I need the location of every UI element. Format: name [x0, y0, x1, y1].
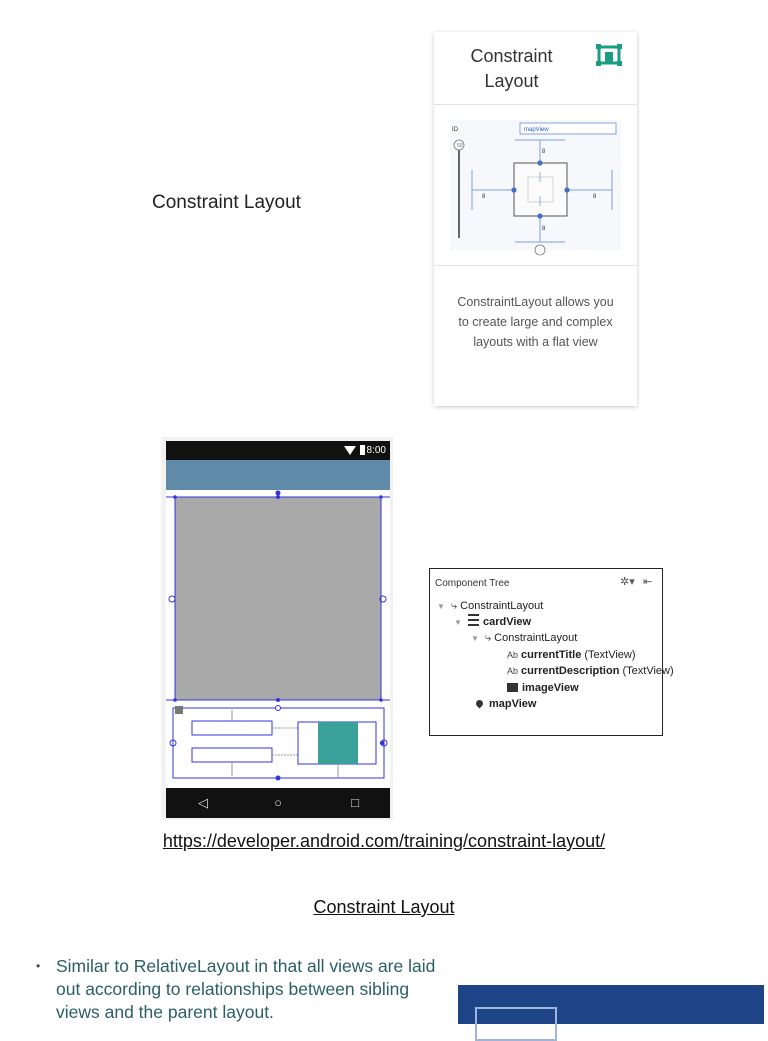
image-view [318, 722, 358, 764]
margin-top: 8 [542, 149, 546, 155]
id-value: mapView [524, 127, 549, 133]
constraint-layout-icon: ⤷ [451, 600, 458, 612]
description-line: ConstraintLayout allows you [457, 295, 614, 309]
expand-triangle-icon[interactable]: ▼ [471, 634, 479, 643]
tree-row[interactable]: imageView [507, 680, 579, 696]
svg-text:50: 50 [457, 143, 463, 149]
card-title-line: Constraint [470, 46, 553, 66]
expand-triangle-icon[interactable]: ▼ [454, 618, 462, 627]
card-view-icon [468, 614, 479, 626]
tree-row[interactable]: Ab currentTitle (TextView) [507, 649, 636, 661]
id-label: ID [452, 127, 458, 133]
tree-row[interactable]: ▼ ⤷ ConstraintLayout [471, 630, 577, 646]
constraint-editor-preview [450, 120, 621, 250]
section-title: Constraint Layout [313, 897, 455, 917]
card-description [448, 292, 623, 352]
status-time: 8:00 [366, 445, 386, 456]
gear-icon[interactable]: ✲▾ [620, 576, 635, 588]
view-box [514, 163, 567, 216]
battery-icon [360, 445, 365, 455]
tree-row[interactable]: ▼ ⤷ ConstraintLayout [437, 598, 543, 614]
layout-canvas[interactable] [166, 490, 390, 788]
map-pin-icon [475, 699, 485, 709]
constraint-layout-icon [596, 44, 622, 66]
margin-right: 8 [593, 194, 597, 200]
tree-row[interactable]: Ab currentDescription (TextView) [507, 665, 674, 677]
tree-row[interactable]: ▼ cardView [454, 614, 531, 630]
expand-triangle-icon[interactable]: ▼ [437, 602, 445, 611]
preview-button-outline [475, 1007, 557, 1041]
component-tree-title: Component Tree [435, 578, 510, 589]
status-bar [166, 441, 390, 460]
anchor-left [511, 187, 516, 192]
bullet-text: Similar to RelativeLayout in that all views are laid out according to relationships between sibling views and the parent layout. [56, 956, 436, 1022]
text-view-icon: Ab [507, 650, 519, 660]
image-placeholder [175, 497, 381, 700]
margin-bottom: 8 [542, 226, 546, 232]
margin-left: 8 [482, 194, 486, 200]
layout-blueprint [166, 490, 390, 788]
blue-preview-panel [458, 985, 764, 1024]
home-icon[interactable]: ○ [274, 795, 282, 810]
constraint-layout-icon: ⤷ [485, 632, 492, 644]
wifi-icon [344, 446, 356, 455]
anchor-right [564, 187, 569, 192]
developer-link[interactable]: https://developer.android.com/training/constraint-layout/ [162, 831, 606, 851]
description-line: to create large and complex [458, 315, 613, 329]
component-tree-panel [429, 568, 674, 736]
back-icon[interactable]: ◁ [198, 795, 208, 810]
bullet-marker: • [36, 959, 41, 973]
card-divider [434, 104, 637, 105]
app-bar [166, 460, 390, 490]
description-line: layouts with a flat view [473, 335, 598, 349]
text-view-icon: Ab [507, 666, 519, 676]
anchor-bottom [537, 213, 542, 218]
current-title-view [192, 721, 272, 735]
recents-icon[interactable]: □ [351, 795, 359, 810]
image-view-icon [507, 683, 518, 692]
card-title-line: Layout [484, 71, 539, 91]
slide-label: Constraint Layout [152, 192, 301, 213]
tree-row[interactable]: mapView [474, 696, 537, 712]
vertical-bias-slider [458, 150, 460, 238]
phone-mockup [161, 437, 393, 820]
card-title [434, 44, 589, 94]
constraint-layout-card [434, 32, 637, 406]
anchor-top [537, 160, 542, 165]
pin-icon[interactable]: ⇤ [643, 576, 653, 588]
card-divider [434, 265, 637, 266]
navigation-bar [166, 788, 390, 818]
current-description-view [192, 748, 272, 762]
